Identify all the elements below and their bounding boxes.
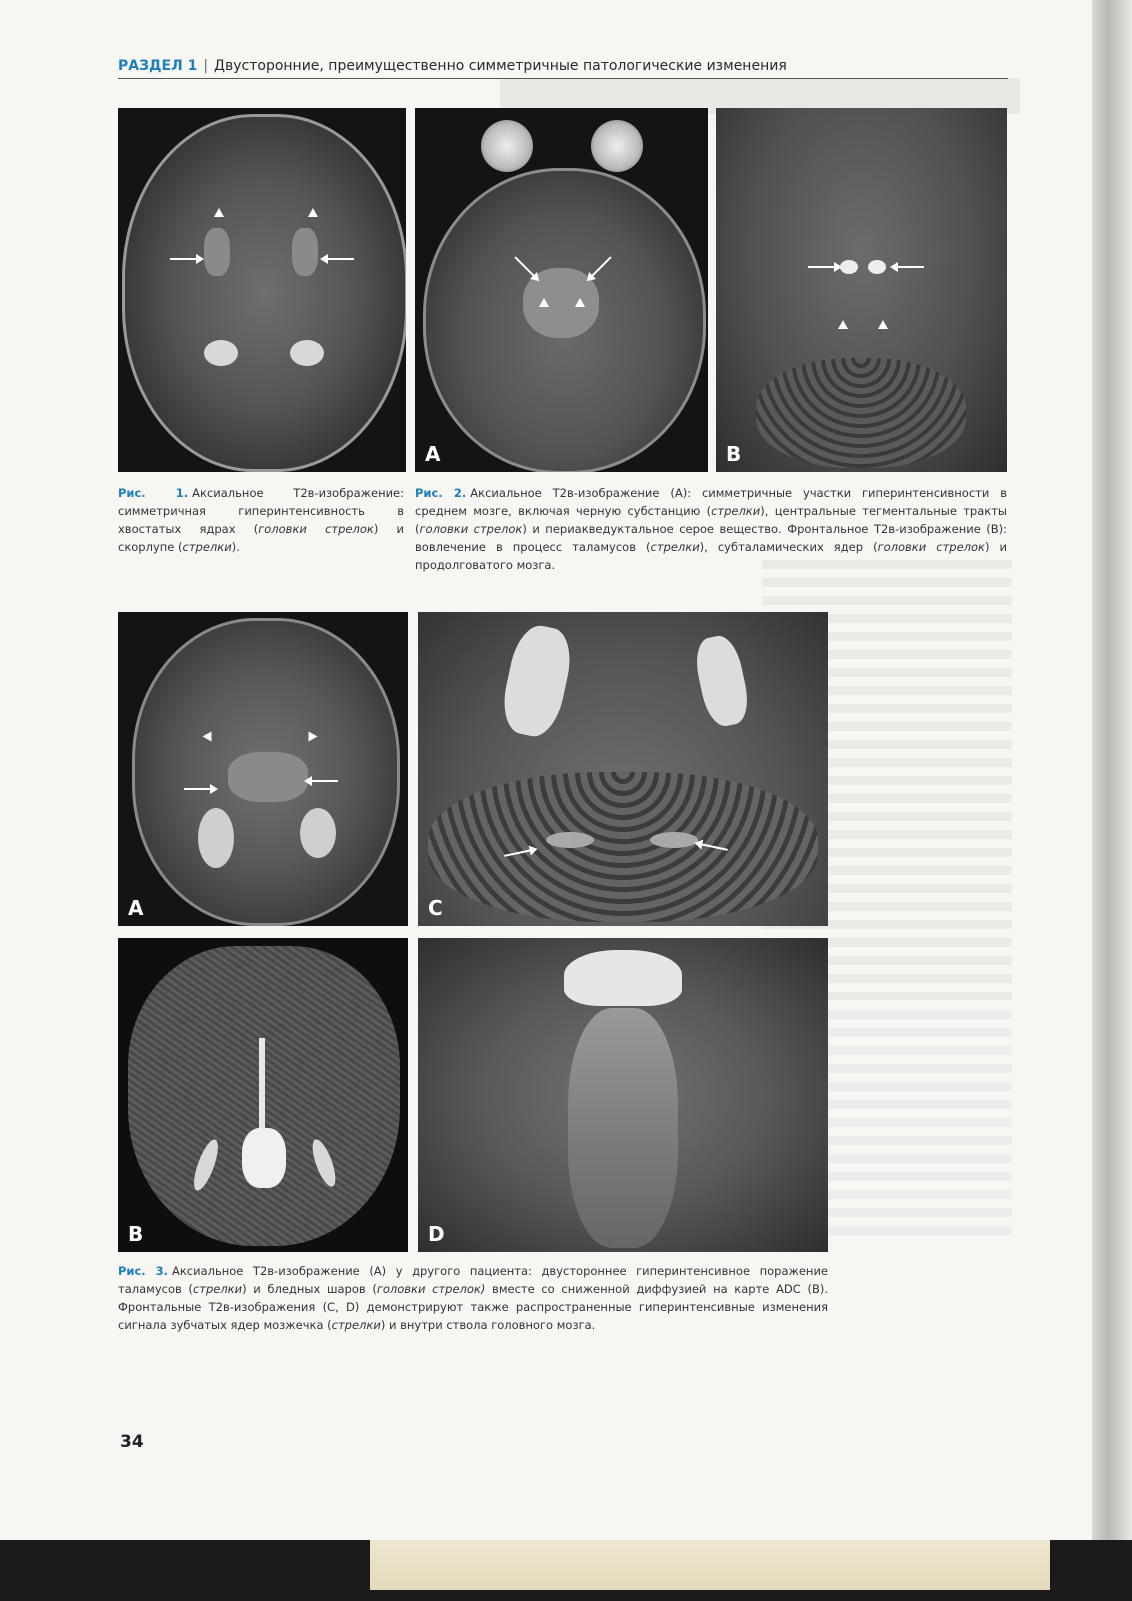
panel-label: A <box>425 442 441 466</box>
fig2-label: Рис. 2. <box>415 486 467 500</box>
brain-axial-shape <box>122 114 406 472</box>
arrowhead-icon <box>838 320 848 329</box>
panel-label: B <box>726 442 742 466</box>
fig3-caption <box>118 1262 828 1334</box>
panel-label: D <box>428 1222 445 1246</box>
dentate-left <box>546 832 594 848</box>
caption-italic: головки стрелок <box>877 540 985 554</box>
section-title: Двусторонние, преимущественно симметричные патологические изменения <box>214 58 787 74</box>
fig2-caption <box>415 484 1007 574</box>
ventricles <box>564 950 682 1006</box>
cerebellum <box>428 772 818 922</box>
caption-text: ), субталамических ядер ( <box>699 540 878 554</box>
caption-italic: головки стрелок <box>419 522 523 536</box>
caption-text: ) и внутри ствола головного мозга. <box>380 1318 596 1332</box>
panel-label: A <box>128 896 144 920</box>
arrow-icon <box>170 258 198 260</box>
fig1-caption <box>118 484 404 556</box>
caption-italic: головки стрелок) <box>376 1282 486 1296</box>
caption-text: ), центральные тегментальные тракты ( <box>415 504 1007 536</box>
arrow-icon <box>184 788 212 790</box>
header-rule <box>118 78 1008 79</box>
fig1-image <box>118 108 406 472</box>
section-label: РАЗДЕЛ 1 <box>118 58 198 74</box>
caption-text: Аксиальное T2в-изображение (A): симметричные участки гиперинтенсивности в среднем мозге, включая черную субстанцию ( <box>415 486 1008 518</box>
arrowhead-icon <box>308 208 318 217</box>
caption-text: ). <box>231 540 240 554</box>
fig3c-image <box>418 612 828 926</box>
dentate-right <box>650 832 698 848</box>
caption-text: Аксиальное T2в-изображение (A) у другого пациента: двустороннее гиперинтенсивное поражение таламусов ( <box>118 1264 829 1296</box>
header-separator: | <box>203 58 209 74</box>
fig2a-image <box>415 108 708 472</box>
fig3a-image <box>118 612 408 926</box>
caption-italic: стрелки <box>650 540 700 554</box>
thalamus-left <box>840 260 858 274</box>
brainstem <box>568 1008 678 1248</box>
fig3d-image <box>418 938 828 1252</box>
cerebellum <box>756 358 966 468</box>
next-page-edge <box>370 1540 1050 1590</box>
ventricle-center <box>242 1128 286 1188</box>
arrowhead-icon <box>539 298 549 307</box>
thalamus-right <box>868 260 886 274</box>
orbit-left <box>481 120 533 172</box>
caption-text: ) и скорлупе ( <box>118 522 405 554</box>
fig3-label: Рис. 3. <box>118 1264 168 1278</box>
arrow-icon <box>310 780 338 782</box>
book-spine <box>1092 0 1132 1540</box>
caption-italic: головки стрелок <box>258 522 374 536</box>
caption-italic: стрелки <box>711 504 761 518</box>
arrowhead-icon <box>309 732 318 742</box>
putamen-left <box>204 228 230 276</box>
ventricle-left <box>204 340 238 366</box>
arrow-icon <box>808 266 836 268</box>
putamen-right <box>292 228 318 276</box>
arrowhead-icon <box>878 320 888 329</box>
page-number: 34 <box>120 1432 144 1452</box>
running-header <box>118 58 787 74</box>
caption-text: ) и бледных шаров ( <box>242 1282 377 1296</box>
caption-text: вместе со сниженной диффузией на карте ADC (B). Фронтальные T2в-изображения (C, D) демонстрируют также распространенные гиперинтенсивные изменения сигнала зубчатых ядер мозжечка ( <box>118 1282 828 1332</box>
caption-italic: стрелки <box>182 540 232 554</box>
panel-label: B <box>128 1222 144 1246</box>
caption-italic: стрелки <box>331 1318 381 1332</box>
arrowhead-icon <box>214 208 224 217</box>
bottom-edge <box>0 1540 1132 1601</box>
panel-label: C <box>428 896 443 920</box>
fig3b-image <box>118 938 408 1252</box>
ventricle-right <box>300 808 336 858</box>
arrow-icon <box>326 258 354 260</box>
fig1-label: Рис. 1. <box>118 486 189 500</box>
ventricle-right <box>290 340 324 366</box>
fig2b-image <box>716 108 1007 472</box>
caption-italic: стрелки <box>192 1282 243 1296</box>
ventricle-left <box>198 808 234 868</box>
arrowhead-icon <box>203 732 212 742</box>
caption-text: ) и продолговатого мозга. <box>415 540 1007 572</box>
orbit-right <box>591 120 643 172</box>
thalamus-region <box>228 752 308 802</box>
caption-text: ) и периакведуктальное серое вещество. Фронтальное T2в-изображение (B): вовлечение в процесс таламусов ( <box>415 522 1008 554</box>
arrow-icon <box>896 266 924 268</box>
arrowhead-icon <box>575 298 585 307</box>
caption-text: Аксиальное T2в-изображение: симметричная гиперинтенсивность в хвостатых ядрах ( <box>118 486 405 536</box>
